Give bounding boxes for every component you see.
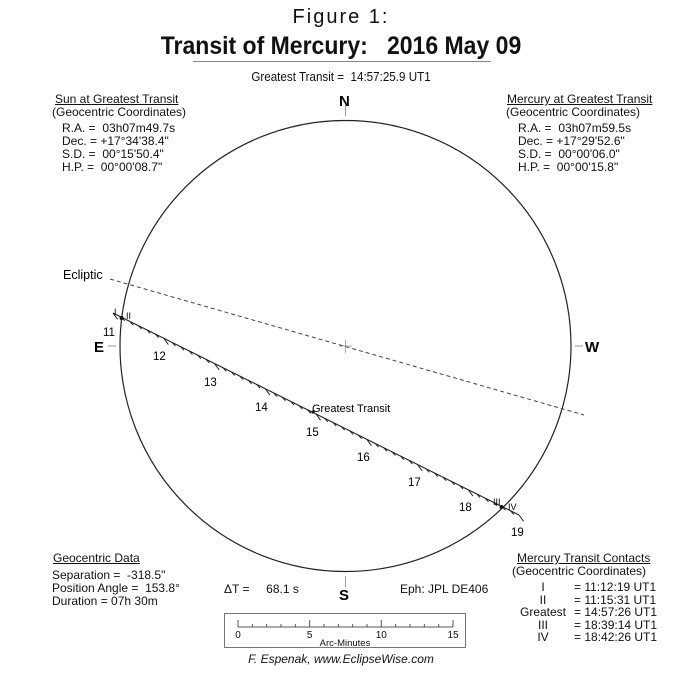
sun-panel-subheader: (Geocentric Coordinates) <box>52 105 187 119</box>
figure-label: Figure 1: <box>292 6 390 28</box>
sun-sd: S.D. = 00°15'50.4" <box>62 147 164 161</box>
scale-label-5: 5 <box>306 630 313 641</box>
geocentric-data-panel <box>52 552 180 608</box>
hour-label-19: 19 <box>511 527 524 539</box>
ephemeris-label: Eph: JPL DE406 <box>400 582 489 596</box>
contacts-header: Mercury Transit Contacts <box>517 551 651 565</box>
mercury-hp: H.P. = 00°00'15.8" <box>518 160 619 174</box>
contact-label: Greatest <box>519 605 567 619</box>
contact-row <box>512 581 657 594</box>
hour-label-16: 16 <box>357 452 370 464</box>
hour-label-15: 15 <box>306 427 319 439</box>
mercury-ra: R.A. = 03h07m59.5s <box>518 121 632 135</box>
page-title: Transit of Mercury: 2016 May 09 <box>160 32 522 60</box>
geocentric-data-header: Geocentric Data <box>53 551 140 565</box>
ecliptic-label: Ecliptic <box>63 268 103 282</box>
greatest-transit-label: Greatest Transit <box>312 403 391 415</box>
transit-contacts-panel <box>512 552 657 644</box>
contact-row <box>512 606 657 619</box>
mercury-sd: S.D. = 00°00'06.0" <box>518 147 620 161</box>
contact-time: = 18:42:26 UT1 <box>574 630 658 644</box>
contact-label: IV <box>537 630 549 644</box>
scale-label-10: 10 <box>375 630 387 641</box>
sun-ra: R.A. = 03h07m49.7s <box>62 121 176 135</box>
separation-value: Separation = -318.5" <box>52 568 166 582</box>
contact-label-ii: II <box>126 311 132 321</box>
contact-label-iv: IV <box>508 502 517 512</box>
scale-label-0: 0 <box>235 630 241 641</box>
compass-north: N <box>339 93 350 110</box>
duration-value: Duration = 07h 30m <box>52 594 158 608</box>
contact-time: = 11:15:31 UT1 <box>574 592 657 607</box>
hour-label-11: 11 <box>103 327 115 339</box>
compass-west: W <box>585 339 600 356</box>
mercury-panel-header: Mercury at Greatest Transit <box>507 92 653 106</box>
compass-south: S <box>339 587 350 604</box>
hour-label-14: 14 <box>255 402 268 414</box>
contact-label-i: I <box>114 307 117 317</box>
contacts-subheader: (Geocentric Coordinates) <box>512 563 647 578</box>
scale-ruler <box>225 614 465 647</box>
position-angle-value: Position Angle = 153.8° <box>52 581 180 595</box>
sun-hp: H.P. = 00°00'08.7" <box>62 160 163 174</box>
contact-row <box>512 631 657 644</box>
arc-minute-scale <box>224 613 466 648</box>
greatest-transit-time: Greatest Transit = 14:57:25.9 UT1 <box>251 70 431 84</box>
contact-label: II <box>539 592 547 607</box>
compass-east: E <box>94 339 105 356</box>
delta-t-value: ΔT = 68.1 s <box>224 582 299 596</box>
contact-label-iii: III <box>493 497 501 507</box>
mercury-dec: Dec. = +17°29'52.6" <box>518 134 625 148</box>
contact-time: = 14:57:26 UT1 <box>574 605 658 619</box>
hour-label-18: 18 <box>459 502 472 514</box>
contact-label: III <box>537 617 548 632</box>
sun-dec: Dec. = +17°34'38.4" <box>62 134 169 148</box>
mercury-panel-subheader: (Geocentric Coordinates) <box>506 105 641 119</box>
scale-label-15: 15 <box>447 630 459 641</box>
sun-panel-header: Sun at Greatest Transit <box>55 92 179 106</box>
hour-label-17: 17 <box>408 477 421 489</box>
hour-label-13: 13 <box>204 377 217 389</box>
contact-time: = 18:39:14 UT1 <box>574 617 658 632</box>
contacts-table <box>512 581 657 644</box>
contact-label: I <box>541 580 545 594</box>
credit-line: F. Espenak, www.EclipseWise.com <box>248 652 434 666</box>
contact-time: = 11:12:19 UT1 <box>574 580 657 594</box>
hour-label-12: 12 <box>153 351 166 363</box>
contact-ii-marker <box>120 316 124 320</box>
scale-unit-label: Arc-Minutes <box>319 638 371 647</box>
